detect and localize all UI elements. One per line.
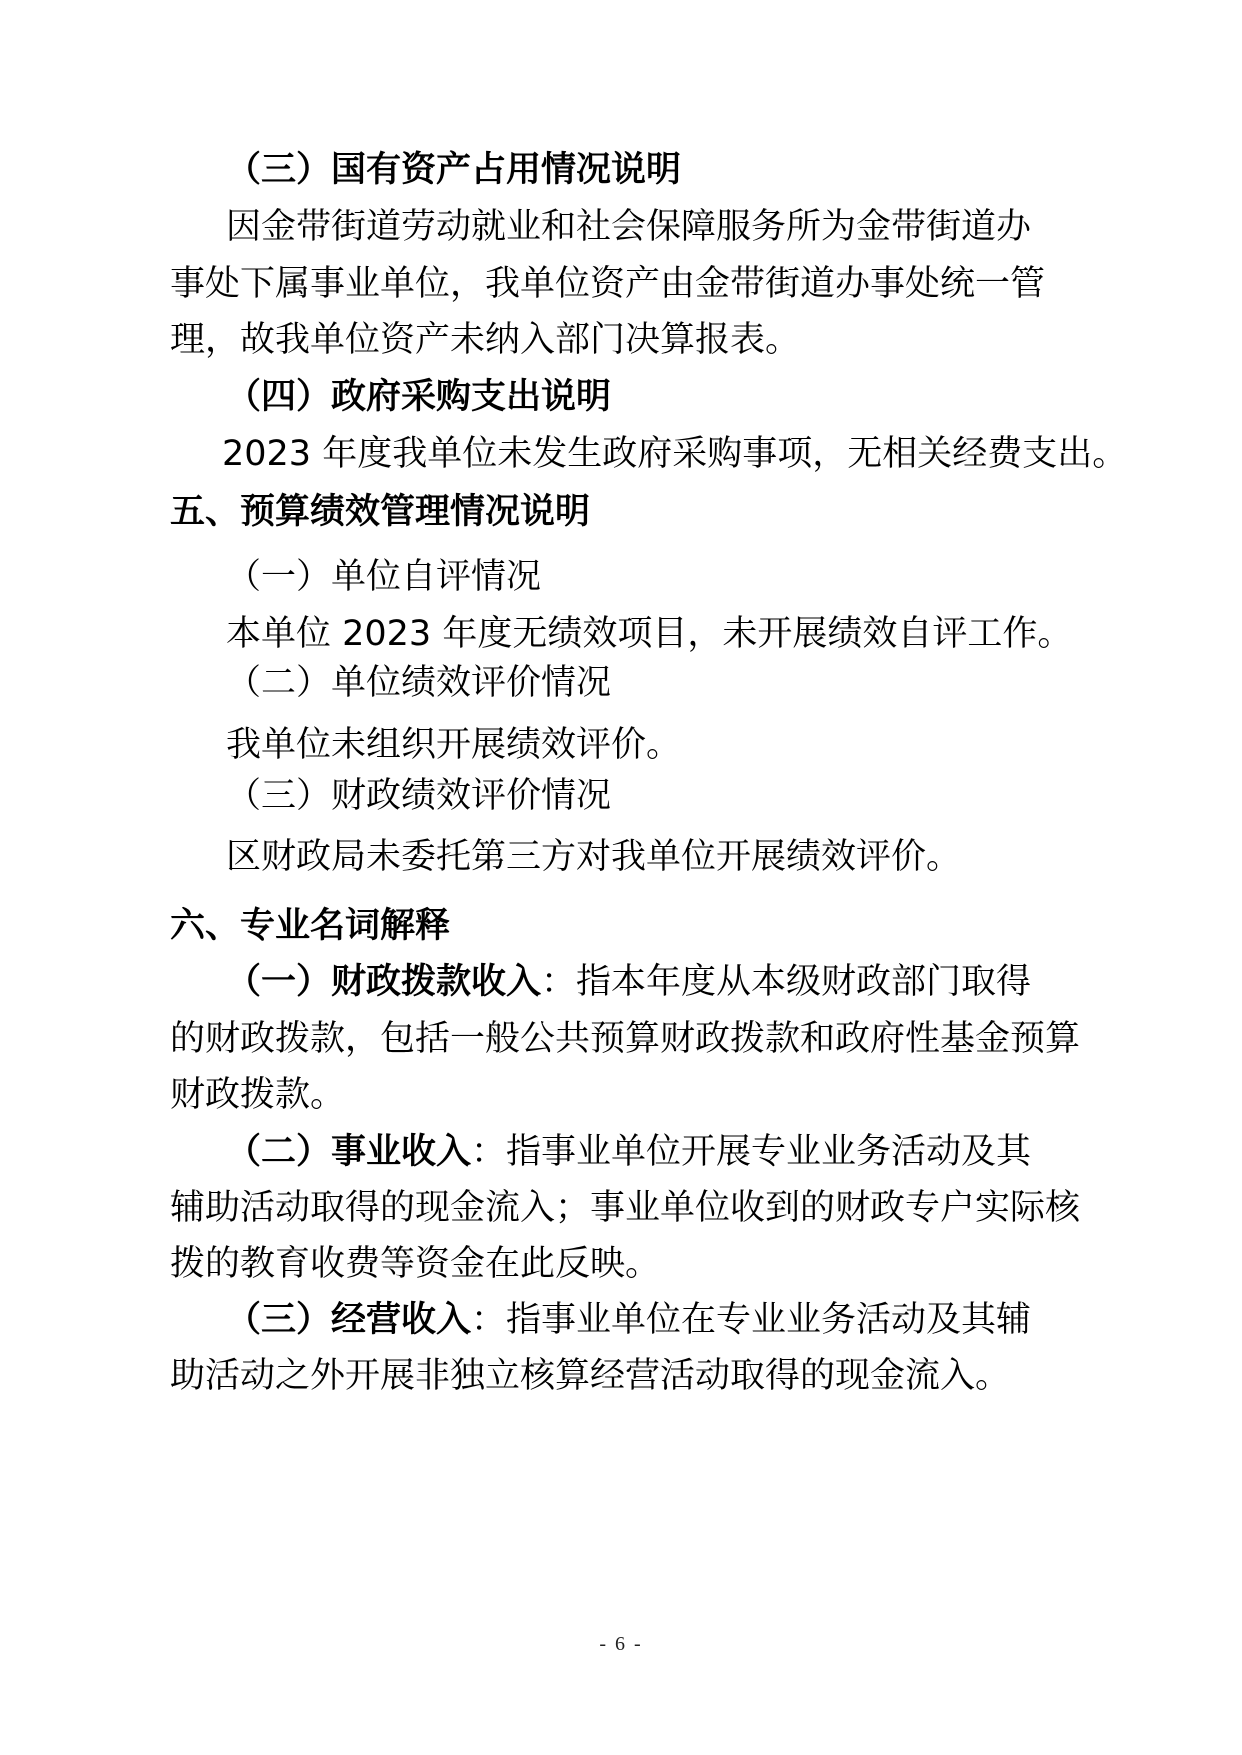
paragraph-line: 财政拨款。: [170, 1075, 346, 1115]
term-label: （一）财政拨款收入: [226, 962, 542, 1002]
subsection-heading: （三）财政绩效评价情况: [226, 776, 612, 816]
term-definition: ：指本年度从本级财政部门取得: [541, 962, 1032, 1002]
chapter-heading-performance: 五、预算绩效管理情况说明: [170, 492, 591, 532]
paragraph-line: 我单位未组织开展绩效评价。: [226, 725, 682, 765]
page-number: - 6 -: [599, 1633, 643, 1655]
paragraph-line: 辅助活动取得的现金流入；事业单位收到的财政专户实际核: [170, 1188, 1081, 1228]
glossary-term-operating-income: [226, 1298, 1031, 1342]
chapter-heading-glossary: 六、专业名词解释: [170, 906, 451, 946]
paragraph-line: 理，故我单位资产未纳入部门决算报表。: [170, 320, 801, 360]
paragraph-line: 区财政局未委托第三方对我单位开展绩效评价。: [226, 837, 962, 877]
paragraph-line: 的财政拨款，包括一般公共预算财政拨款和政府性基金预算: [170, 1019, 1081, 1059]
paragraph-line: 因金带街道劳动就业和社会保障服务所为金带街道办: [226, 207, 1032, 247]
term-label: （三）经营收入: [226, 1300, 472, 1340]
glossary-term-fiscal-appropriation: [226, 960, 1031, 1004]
paragraph-line: 拨的教育收费等资金在此反映。: [170, 1244, 661, 1284]
paragraph-line: 助活动之外开展非独立核算经营活动取得的现金流入。: [170, 1356, 1011, 1396]
paragraph-line: 本单位 2023 年度无绩效项目，未开展绩效自评工作。: [226, 614, 1073, 654]
subsection-heading: （二）单位绩效评价情况: [226, 663, 612, 703]
term-label: （二）事业收入: [226, 1132, 472, 1172]
term-definition: ：指事业单位在专业业务活动及其辅: [471, 1300, 1032, 1340]
section-heading-procurement: （四）政府采购支出说明: [226, 377, 612, 417]
paragraph-line: 事处下属事业单位，我单位资产由金带街道办事处统一管: [170, 264, 1046, 304]
term-definition: ：指事业单位开展专业业务活动及其: [471, 1132, 1032, 1172]
paragraph-line: 2023 年度我单位未发生政府采购事项，无相关经费支出。: [222, 434, 1128, 474]
subsection-heading: （一）单位自评情况: [226, 557, 542, 597]
section-heading-state-assets: （三）国有资产占用情况说明: [226, 150, 682, 190]
glossary-term-business-income: [226, 1130, 1031, 1174]
